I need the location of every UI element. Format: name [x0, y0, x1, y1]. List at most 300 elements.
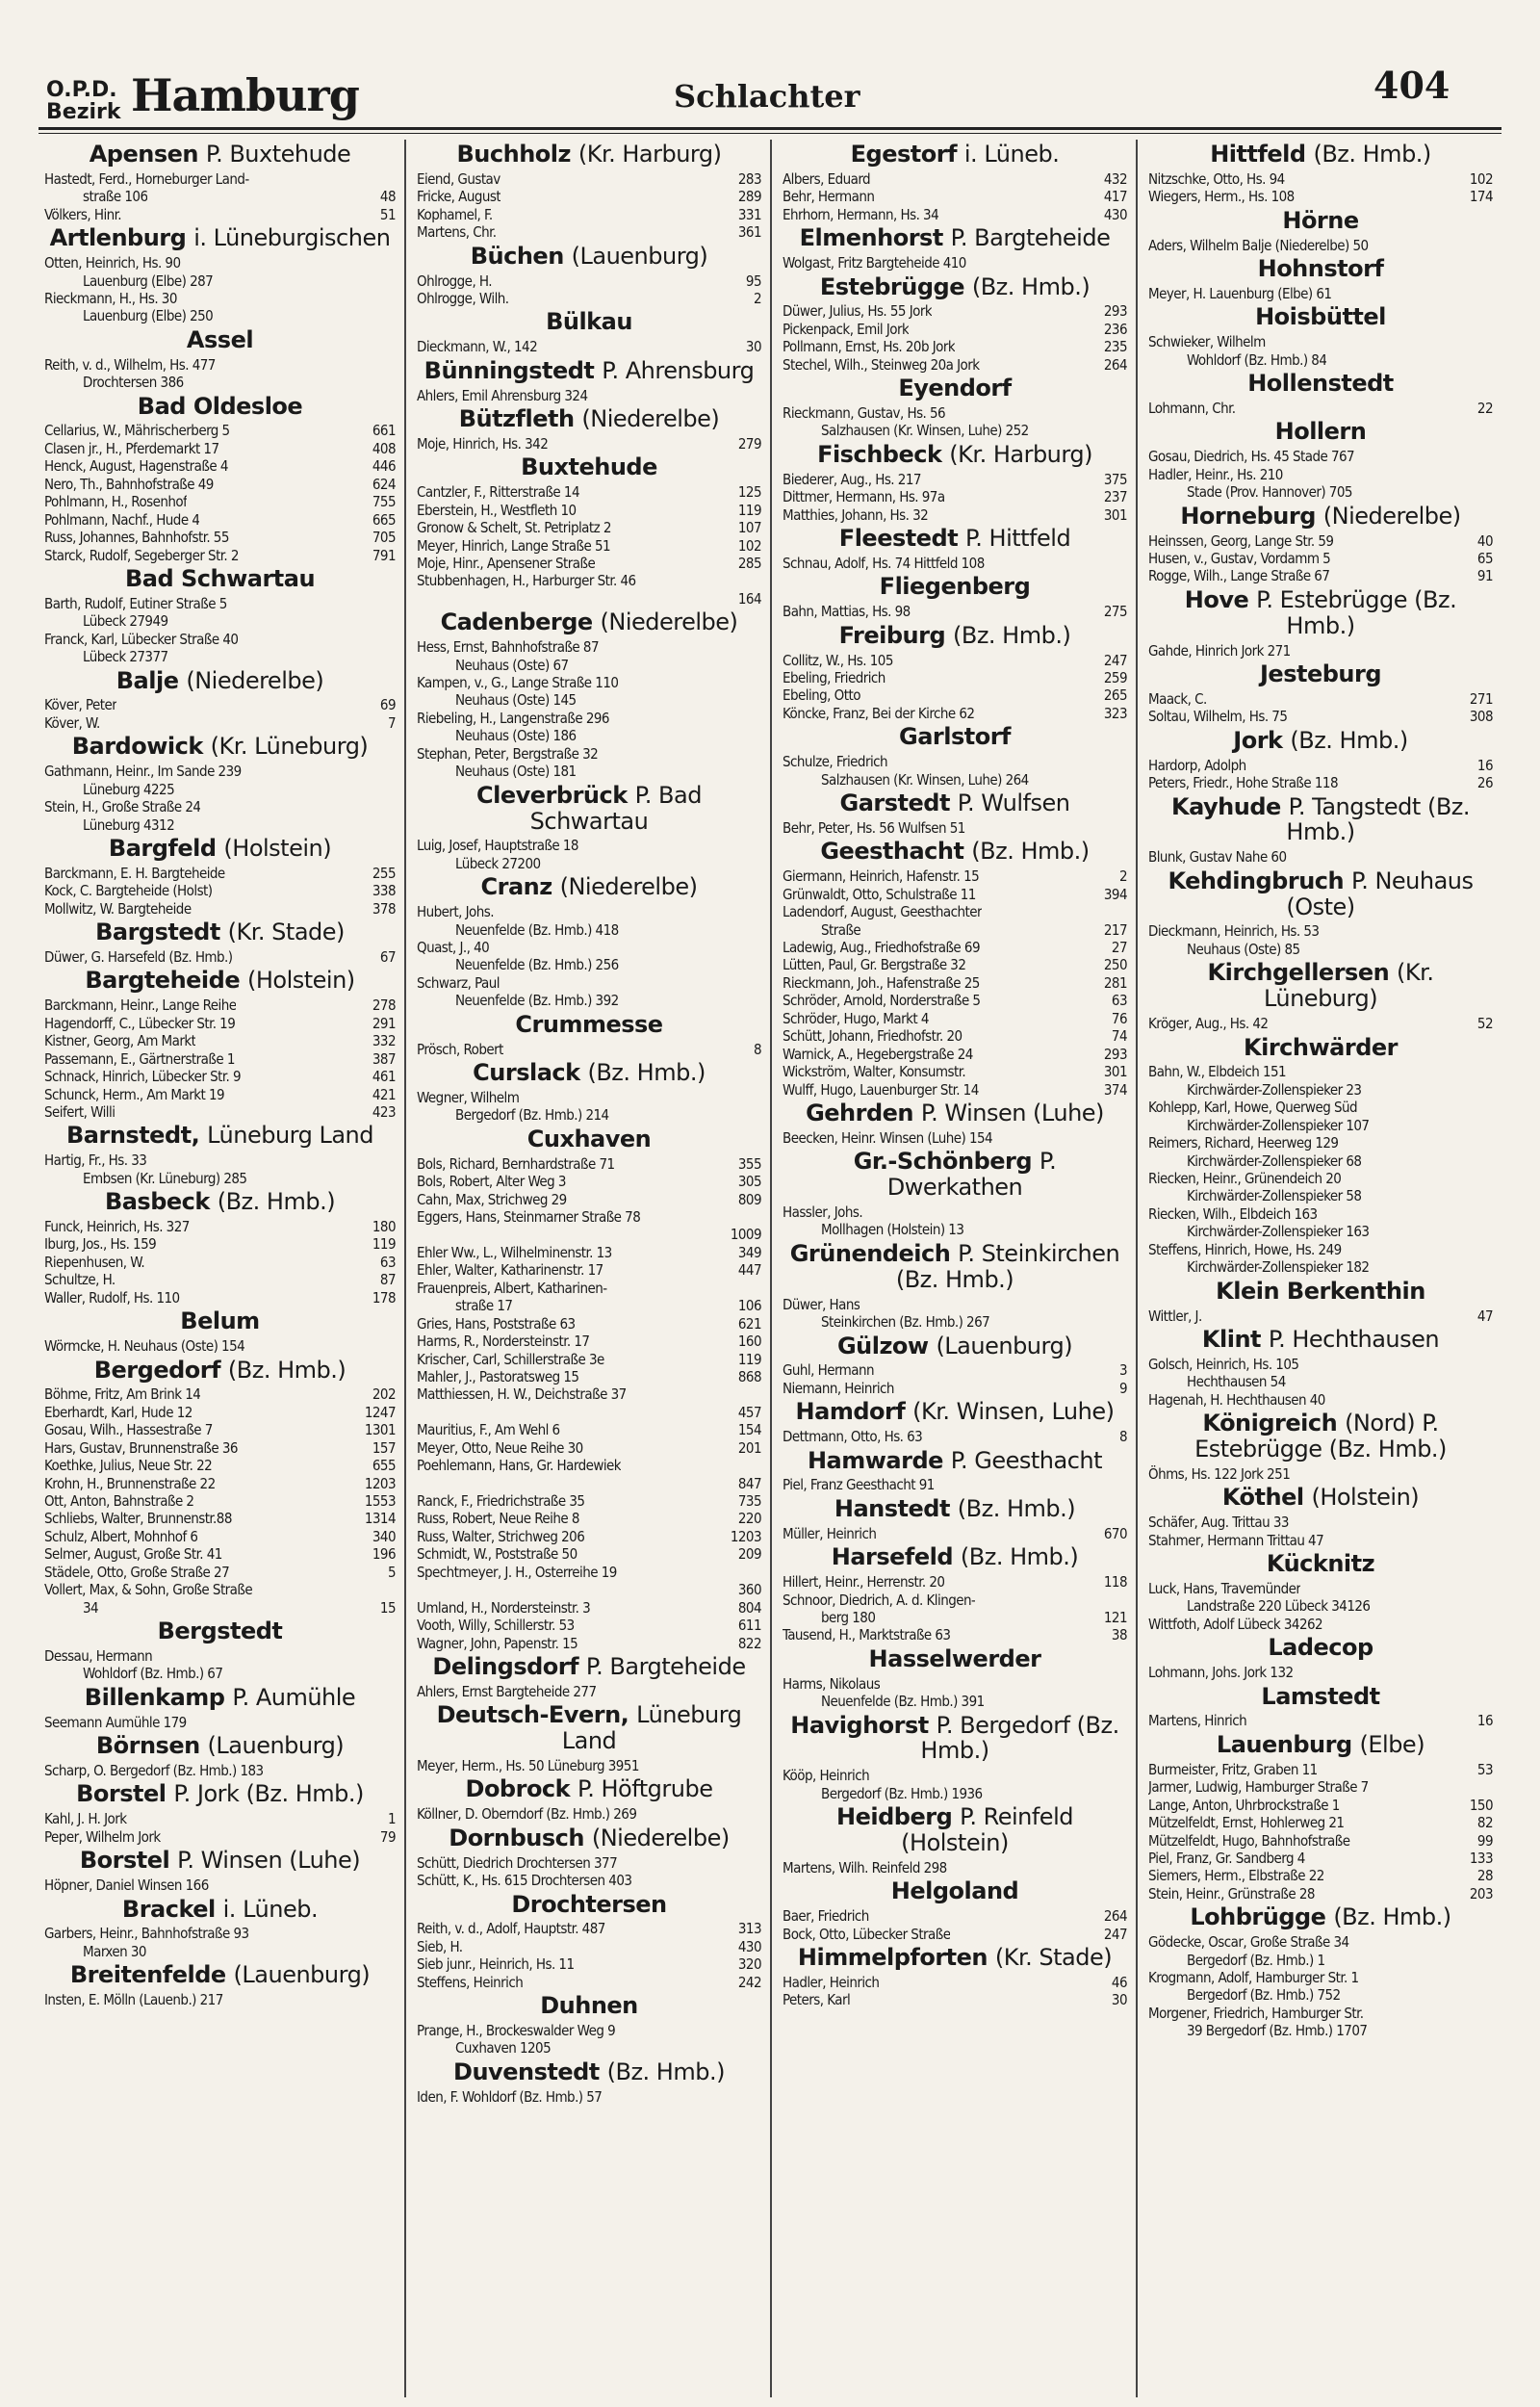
listing-entry [417, 223, 761, 241]
listing-entry [44, 374, 396, 391]
place-subtitle: (Bz. Hmb.) [957, 1494, 1076, 1522]
place-heading [1148, 142, 1493, 168]
phone-number: 822 [737, 1634, 761, 1652]
listing-entry [417, 1805, 761, 1823]
place-heading [1148, 1411, 1493, 1462]
place-subtitle: (Holstein) [1311, 1484, 1420, 1512]
place-heading [783, 1241, 1127, 1293]
place-name: Hörne [1282, 206, 1359, 234]
place-name: Estebrügge [819, 272, 964, 300]
listing-entry [44, 1015, 396, 1032]
listing-entry [1148, 333, 1493, 350]
phone-number: 30 [1111, 1991, 1127, 2009]
listing-name: Lohmann, Chr. [1148, 400, 1236, 417]
place-section [44, 1962, 396, 2008]
place-heading [783, 1804, 1127, 1856]
phone-number: 320 [737, 1955, 761, 1974]
listing-entry [783, 1063, 1127, 1080]
place-subtitle: Lüneburg Land [561, 1701, 742, 1755]
listing-name: Nitzschke, Otto, Hs. 94 [1148, 169, 1285, 188]
listing-name: Wiegers, Herm., Hs. 108 [1148, 188, 1295, 206]
place-subtitle: P. Bargteheide [585, 1652, 746, 1680]
place-section [44, 1897, 396, 1961]
place-name: Bargteheide [85, 967, 241, 995]
phone-number: 53 [1476, 1760, 1493, 1778]
phone-number: 264 [1103, 355, 1127, 374]
listing-name: Kahl, J. H. Jork [44, 1810, 127, 1828]
listing-name: Meyer, Hinrich, Lange Straße 51 [417, 536, 611, 555]
place-name: Fischbeck [817, 440, 942, 468]
listing-entry [1148, 690, 1493, 708]
listing-entry [783, 867, 1127, 885]
listing-name: Wohldorf (Bz. Hmb.) 67 [83, 1665, 223, 1683]
listing-name: Mauritius, F., Am Wehl 6 [417, 1421, 560, 1439]
listing-entry [44, 1254, 396, 1271]
listing-entry [417, 1421, 761, 1438]
place-subtitle: (Kr. Harburg) [578, 141, 722, 168]
place-heading [44, 1733, 396, 1759]
place-name: Bad Schwartau [124, 564, 316, 592]
place-section [1148, 1411, 1493, 1483]
place-subtitle: (Lauenburg) [233, 1961, 371, 1989]
listing-name: Köver, W. [44, 713, 100, 732]
listing-entry [1148, 1797, 1493, 1814]
listing-entry [783, 1428, 1127, 1445]
place-subtitle: P. Bad Schwartau [529, 781, 702, 835]
listing-name: Wörmcke, H. Neuhaus (Oste) 154 [44, 1337, 245, 1356]
listing-name: Scharp, O. Bergedorf (Bz. Hmb.) 183 [44, 1762, 264, 1779]
place-name: Lohbrügge [1190, 1903, 1326, 1931]
listing-entry [44, 1828, 396, 1846]
place-section [783, 1399, 1127, 1445]
listing-name: Jarmer, Ludwig, Hamburger Straße 7 [1148, 1778, 1369, 1797]
listing-name: Böhme, Fritz, Am Brink 14 [44, 1385, 201, 1404]
place-subtitle: (Lauenburg) [571, 242, 708, 270]
listing-name: Öhms, Hs. 122 Jork 251 [1148, 1464, 1291, 1483]
place-name: Dornbusch [449, 1824, 584, 1851]
listing-entry [783, 1626, 1127, 1643]
place-heading [1148, 1279, 1493, 1305]
place-heading [1148, 304, 1493, 330]
listing-entry [417, 1155, 761, 1173]
place-section [417, 406, 761, 453]
listing-entry [417, 188, 761, 205]
place-heading [783, 790, 1127, 816]
place-subtitle: (Kr. Winsen, Luhe) [912, 1398, 1115, 1426]
listing-name: Umland, H., Nordersteinstr. 3 [417, 1598, 591, 1617]
header-rule [38, 127, 1502, 130]
listing-name: Düwer, Julius, Hs. 55 Jork [783, 302, 933, 321]
listing-name: Schmidt, W., Poststraße 50 [417, 1545, 578, 1564]
listing-entry [783, 338, 1127, 355]
place-section [44, 1308, 396, 1355]
listing-name: Lüneburg 4312 [83, 815, 175, 834]
phone-number: 804 [737, 1598, 761, 1617]
listing-name: Schnau, Adolf, Hs. 74 Hittfeld 108 [783, 554, 985, 572]
directory-column [38, 140, 404, 2397]
phone-number: 220 [737, 1510, 761, 1528]
phone-number: 99 [1476, 1831, 1493, 1850]
phone-number: 281 [1103, 973, 1127, 992]
place-heading [1148, 504, 1493, 530]
listing-name: Neuhaus (Oste) 145 [455, 691, 577, 710]
phone-number: 107 [737, 519, 761, 537]
listing-entry [417, 710, 761, 727]
place-heading [1148, 1551, 1493, 1577]
listing-name: Dettmann, Otto, Hs. 63 [783, 1428, 923, 1446]
place-name: Kayhude [1170, 792, 1281, 820]
listing-entry [783, 188, 1127, 205]
listing-name: Ebeling, Friedrich [783, 669, 886, 686]
listing-entry [44, 798, 396, 815]
listing-entry [783, 422, 1127, 439]
listing-entry [1148, 774, 1493, 791]
place-heading [44, 1618, 396, 1644]
place-section [1148, 304, 1493, 369]
listing-entry [417, 1528, 761, 1545]
place-name: Eyendorf [898, 375, 1012, 402]
listing-name: Iburg, Jos., Hs. 159 [44, 1235, 157, 1254]
place-subtitle: P. Neuhaus (Oste) [1286, 867, 1474, 920]
listing-name: Düwer, Hans [783, 1295, 860, 1313]
phone-number: 87 [379, 1271, 396, 1289]
phone-number: 38 [1111, 1626, 1127, 1644]
listing-name: Hadler, Heinrich [783, 1974, 880, 1991]
listing-name: Gosau, Diedrich, Hs. 45 Stade 767 [1148, 448, 1355, 466]
listing-name: Schultze, H. [44, 1271, 116, 1289]
listing-entry [417, 1089, 761, 1106]
listing-name: Maack, C. [1148, 689, 1207, 708]
listing-name: Neuenfelde (Bz. Hmb.) 391 [821, 1693, 985, 1711]
listing-entry [417, 1226, 761, 1243]
directory-column [404, 140, 770, 2397]
listing-entry [417, 1492, 761, 1510]
listing-entry [783, 1027, 1127, 1045]
listing-name: Köver, Peter [44, 696, 117, 714]
phone-number: 2 [1118, 867, 1127, 886]
listing-entry [44, 476, 396, 493]
listing-name: Cellarius, W., Mährischerberg 5 [44, 422, 230, 440]
listing-name: Schütt, Johann, Friedhofstr. 20 [783, 1027, 962, 1046]
listing-entry [1148, 757, 1493, 774]
place-name: Kirchgellersen [1207, 959, 1390, 987]
phone-number: 791 [372, 546, 396, 564]
place-section [417, 1654, 761, 1700]
listing-name: Grünwaldt, Otto, Schulstraße 11 [783, 885, 976, 903]
phone-number: 74 [1111, 1027, 1127, 1046]
place-section [1148, 661, 1493, 726]
listing-name: Martens, Hinrich [1148, 1712, 1247, 1730]
place-heading [417, 244, 761, 270]
listing-entry [1148, 1356, 1493, 1373]
listing-entry [44, 1714, 396, 1731]
place-section [783, 1496, 1127, 1542]
place-name: Duhnen [540, 1992, 638, 2020]
listing-entry [44, 1581, 396, 1598]
listing-name: Bergedorf (Bz. Hmb.) 214 [455, 1106, 609, 1125]
phone-number: 237 [1103, 488, 1127, 506]
place-section [417, 783, 761, 873]
place-heading [417, 1993, 761, 2019]
place-heading [417, 358, 761, 384]
listing-name: Martens, Wilh. Reinfeld 298 [783, 1858, 947, 1876]
phone-number: 417 [1103, 188, 1127, 206]
listing-entry [417, 290, 761, 307]
place-name: Hamdorf [795, 1398, 906, 1426]
phone-number: 95 [745, 272, 761, 290]
place-heading [783, 1448, 1127, 1474]
place-heading [44, 668, 396, 694]
place-subtitle: (Kr. Lüneburg) [1263, 959, 1434, 1013]
place-section [1148, 1485, 1493, 1549]
listing-entry [1148, 188, 1493, 205]
place-name: Königreich [1202, 1410, 1338, 1437]
listing-entry [44, 1289, 396, 1307]
listing-name: 39 Bergedorf (Bz. Hmb.) 1707 [1187, 2022, 1368, 2040]
listing-entry [44, 900, 396, 918]
listing-name: Fricke, August [417, 188, 501, 206]
listing-entry [44, 547, 396, 564]
place-subtitle: (Bz. Hmb.) [1290, 726, 1408, 754]
place-section [1148, 256, 1493, 302]
listing-name: Russ, Johannes, Bahnhofstr. 55 [44, 529, 229, 547]
place-subtitle: (Bz. Hmb.) [971, 272, 1091, 300]
place-subtitle: P. Tangstedt (Bz. Hmb.) [1286, 792, 1471, 846]
listing-name: Hardorp, Adolph [1148, 756, 1246, 774]
place-section [417, 358, 761, 404]
place-section [783, 142, 1127, 223]
phone-number: 63 [1111, 992, 1127, 1010]
place-heading [417, 2059, 761, 2085]
place-name: Garstedt [839, 789, 950, 817]
listing-name: Wagner, John, Papenstr. 15 [417, 1634, 578, 1652]
place-section [44, 734, 396, 834]
listing-name: Straße [821, 920, 861, 939]
place-name: Bargfeld [108, 834, 217, 862]
place-heading [783, 574, 1127, 600]
listing-name: Schäfer, Aug. Trittau 33 [1148, 1514, 1289, 1532]
place-section [783, 1241, 1127, 1332]
listing-name: Blunk, Gustav Nahe 60 [1148, 848, 1287, 867]
listing-name: Wittler, J. [1148, 1307, 1202, 1325]
place-subtitle: (Bz. Hmb.) [587, 1059, 706, 1087]
place-name: Deutsch-Evern, [436, 1701, 629, 1729]
place-section [783, 790, 1127, 837]
listing-entry [417, 1617, 761, 1634]
phone-number: 1301 [364, 1421, 396, 1439]
place-name: Gehrden [806, 1099, 914, 1126]
listing-entry [417, 1315, 761, 1333]
directory-column [1136, 140, 1502, 2397]
place-section [783, 1544, 1127, 1644]
place-name: Bützfleth [458, 405, 575, 432]
place-section [783, 1448, 1127, 1494]
place-heading [783, 1544, 1127, 1570]
listing-name: Ehler Ww., L., Wilhelminenstr. 13 [417, 1243, 612, 1261]
place-section [44, 1781, 396, 1846]
listing-entry [783, 1221, 1127, 1238]
place-heading [44, 734, 396, 760]
page-number: 404 [1373, 64, 1450, 107]
phone-number: 209 [737, 1545, 761, 1564]
listing-name: Lohmann, Johs. Jork 132 [1148, 1664, 1294, 1682]
place-name: Dobrock [465, 1775, 571, 1803]
listing-entry [44, 272, 396, 290]
place-section [783, 375, 1127, 440]
listing-name: Niemann, Heinrich [783, 1379, 894, 1397]
listing-name: Wohldorf (Bz. Hmb.) 84 [1187, 350, 1327, 369]
listing-entry [783, 819, 1127, 837]
place-heading [1148, 1904, 1493, 1930]
phone-number: 340 [372, 1527, 396, 1545]
place-heading [1148, 794, 1493, 846]
listing-entry [783, 753, 1127, 770]
listing-name: Ehler, Walter, Katharinenstr. 17 [417, 1261, 603, 1280]
phone-number: 48 [379, 188, 396, 206]
listing-name: Schröder, Arnold, Norderstraße 5 [783, 992, 981, 1010]
place-name: Harsefeld [831, 1543, 954, 1571]
listing-name: Ohlrogge, H. [417, 272, 492, 290]
listing-entry [417, 555, 761, 572]
listing-name: Hadler, Heinr., Hs. 210 [1148, 465, 1283, 483]
listing-name: Drochtersen 386 [83, 374, 184, 392]
place-name: Buxtehude [521, 453, 657, 481]
listing-entry [1148, 400, 1493, 417]
listing-name: Hubert, Johs. [417, 903, 494, 921]
place-name: Köthel [1221, 1484, 1304, 1512]
place-name: Fliegenberg [879, 573, 1031, 601]
place-heading [44, 1685, 396, 1711]
listing-name: Guhl, Hermann [783, 1361, 875, 1380]
place-heading [1148, 868, 1493, 920]
phone-number: 235 [1103, 338, 1127, 356]
listing-name: Schröder, Hugo, Markt 4 [783, 1009, 929, 1027]
phone-number: 69 [379, 696, 396, 714]
listing-name: Neuenfelde (Bz. Hmb.) 256 [455, 956, 619, 974]
listing-entry [783, 705, 1127, 722]
listing-name: Starck, Rudolf, Segeberger Str. 2 [44, 546, 239, 564]
place-name: Havighorst [790, 1711, 929, 1739]
listing-name: Martens, Chr. [417, 223, 497, 242]
listing-name: Städele, Otto, Große Straße 27 [44, 1563, 230, 1581]
listing-name: Salzhausen (Kr. Winsen, Luhe) 264 [821, 770, 1029, 789]
listing-entry [417, 974, 761, 992]
listing-name: Wolgast, Fritz Bargteheide 410 [783, 254, 966, 272]
listing-name: Meyer, H. Lauenburg (Elbe) 61 [1148, 284, 1332, 302]
listing-entry [1148, 1986, 1493, 2004]
place-heading [1148, 1732, 1493, 1758]
phone-number: 285 [737, 554, 761, 572]
listing-entry [783, 302, 1127, 320]
place-name: Bad Oldesloe [137, 392, 303, 420]
phone-number: 119 [372, 1235, 396, 1254]
listing-name: Lübeck 27949 [83, 612, 168, 631]
listing-name: Bock, Otto, Lübecker Straße [783, 1925, 951, 1943]
listing-name: Krischer, Carl, Schillerstraße 3e [417, 1350, 604, 1368]
listing-name: Embsen (Kr. Lüneburg) 285 [83, 1169, 247, 1187]
place-section [44, 1123, 396, 1187]
listing-name: Lauenburg (Elbe) 250 [83, 307, 214, 325]
place-heading [44, 327, 396, 353]
place-name: Assel [186, 325, 254, 353]
place-name: Hasselwerder [868, 1644, 1041, 1672]
listing-entry [44, 1492, 396, 1510]
place-name: Helgoland [890, 1877, 1019, 1905]
place-name: Drochtersen [511, 1890, 667, 1918]
listing-name: Seemann Aumühle 179 [44, 1713, 187, 1731]
listing-entry [417, 272, 761, 290]
listing-entry [44, 948, 396, 966]
place-section [417, 244, 761, 308]
listing-entry [44, 612, 396, 630]
listing-name: Seifert, Willi [44, 1102, 116, 1121]
listing-entry [44, 696, 396, 713]
listing-name: Ohlrogge, Wilh. [417, 289, 509, 307]
place-subtitle: P. Geesthacht [950, 1446, 1103, 1474]
phone-number: 430 [737, 1937, 761, 1955]
listing-entry [417, 657, 761, 674]
listing-name: Heinssen, Georg, Lange Str. 59 [1148, 531, 1334, 550]
place-subtitle: P. Jork (Bz. Hmb.) [173, 1780, 364, 1808]
phone-number: 242 [737, 1973, 761, 1991]
place-subtitle: (Kr. Lüneburg) [210, 733, 369, 761]
listing-entry [417, 1041, 761, 1058]
place-name: Hanstedt [834, 1494, 950, 1522]
phone-number: 102 [1469, 169, 1493, 188]
phone-number: 279 [737, 434, 761, 453]
listing-entry [44, 648, 396, 665]
place-name: Curslack [473, 1059, 580, 1087]
listing-entry [44, 1925, 396, 1942]
phone-number: 154 [737, 1421, 761, 1439]
listing-entry [417, 1457, 761, 1474]
listing-name: Gödecke, Oscar, Große Straße 34 [1148, 1933, 1349, 1952]
place-name: Cranz [480, 873, 552, 901]
place-section [417, 454, 761, 608]
place-name: Bergedorf [93, 1356, 221, 1384]
page-header [38, 64, 1502, 135]
place-section [417, 1012, 761, 1058]
phone-number: 735 [737, 1492, 761, 1510]
listing-entry [417, 1208, 761, 1226]
listing-entry [44, 1068, 396, 1085]
place-name: Crummesse [515, 1010, 663, 1038]
phone-number: 809 [737, 1190, 761, 1208]
listing-entry [783, 555, 1127, 572]
place-heading [1148, 1327, 1493, 1353]
phone-number: 91 [1476, 567, 1493, 585]
listing-entry [44, 1599, 396, 1617]
listing-entry [417, 921, 761, 939]
listing-name: Russ, Robert, Neue Reihe 8 [417, 1510, 579, 1528]
listing-name: Lütten, Paul, Gr. Bergstraße 32 [783, 956, 966, 974]
phone-number: 250 [1103, 956, 1127, 974]
listing-name: Meyer, Herm., Hs. 50 Lüneburg 3951 [417, 1757, 639, 1774]
phone-number: 157 [372, 1438, 396, 1457]
listing-entry [1148, 1664, 1493, 1681]
place-name: Cleverbrück [476, 781, 628, 809]
listing-name: Biederer, Aug., Hs. 217 [783, 470, 921, 488]
listing-name: Schliebs, Walter, Brunnenstr.88 [44, 1510, 232, 1528]
phone-number: 394 [1103, 885, 1127, 903]
listing-name: Ahlers, Ernst Bargteheide 277 [417, 1682, 597, 1700]
listing-name: Riecken, Wilh., Elbdeich 163 [1148, 1204, 1318, 1223]
phone-number: 82 [1476, 1814, 1493, 1832]
place-section [1148, 868, 1493, 959]
listing-entry [783, 1859, 1127, 1876]
place-name: Hohnstorf [1257, 255, 1384, 283]
listing-entry [783, 1525, 1127, 1542]
